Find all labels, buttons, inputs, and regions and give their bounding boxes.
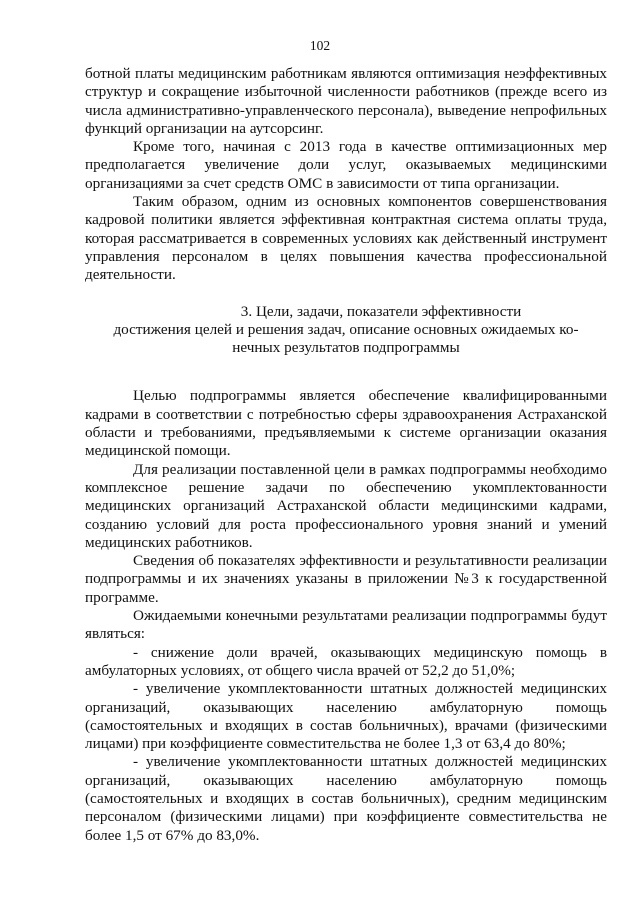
section-heading-line: нечных результатов подпрограммы [232, 339, 460, 357]
document-body [85, 65, 607, 845]
paragraph: ботной платы медицинским работникам являются оптимизация неэффективных структур и сокращение избыточной численности работников (прежде всего из числа административно-управленческого персонала), выведение непрофильных функций организации на аутсорсинг. [85, 65, 607, 137]
section-heading [85, 303, 607, 358]
list-item: - увеличение укомплектованности штатных должностей медицинских организаций, оказывающих населению амбулаторную помощь (самостоятельных и входящих в состав больничных), врачами (физическими лицами) при коэффициенте совместительства не более 1,3 от 63,4 до 80%; [85, 680, 607, 753]
paragraph: Кроме того, начиная с 2013 года в качестве оптимизационных мер предполагается увеличение доли услуг, оказываемых медицинскими организациями за счет средств ОМС в зависимости от типа организации. [85, 138, 607, 192]
list-item: - снижение доли врачей, оказывающих медицинскую помощь в амбулаторных условиях, от общего числа врачей от 52,2 до 51,0%; [85, 643, 607, 679]
paragraph: Целью подпрограммы является обеспечение квалифицированными кадрами в соответствии с потребностью сферы здравоохранения Астраханской области и требованиями, предъявляемыми к системе организации оказания медицинской помощи. [85, 387, 607, 460]
paragraph: Для реализации поставленной цели в рамках подпрограммы необходимо комплексное решение задачи по обеспечению укомплектованности медицинских организаций Астраханской области медицинскими кадрами, созданию условий для роста профессионального уровня знаний и умений медицинских работников. [85, 460, 607, 551]
paragraph: Ожидаемыми конечными результатами реализации подпрограммы будут являться: [85, 607, 607, 643]
list-item: - увеличение укомплектованности штатных должностей медицинских организаций, оказывающих населению амбулаторную помощь (самостоятельных и входящих в состав больничных), средним медицинским персоналом (физическими лицами) при коэффициенте совместительства не более 1,5 от 67% до 83,0%. [85, 753, 607, 844]
paragraph: Сведения об показателях эффективности и результативности реализации подпрограммы и их значениях указаны в приложении №3 к государственной программе. [85, 552, 607, 606]
section-heading-line: достижения целей и решения задач, описание основных ожидаемых ко- [113, 320, 579, 338]
paragraph: Таким образом, одним из основных компонентов совершенствования кадровой политики является эффективная контрактная система оплаты труда, которая рассматривается в современных условиях как действенный инструмент управления персоналом в целях повышения качества профессиональной деятельности. [85, 193, 607, 284]
section-heading-line: 3. Цели, задачи, показатели эффективности [240, 302, 522, 320]
page-number: 102 [309, 38, 331, 53]
